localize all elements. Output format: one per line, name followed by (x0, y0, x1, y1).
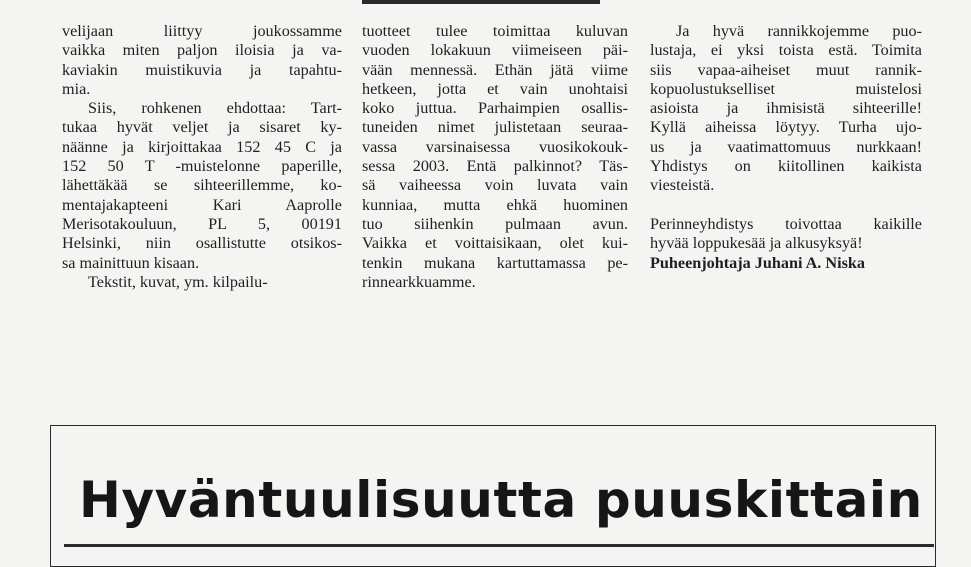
text-line: hyvää loppukesää ja alkusyksyä! (650, 234, 863, 253)
text-line: velijaan liittyy joukossamme (62, 22, 342, 40)
text-line: Yhdistys on kiitollinen kaikista (650, 157, 922, 176)
paragraph (650, 215, 922, 254)
text-line: Ja hyvä rannikkojemme puo- (676, 22, 922, 40)
text-line: tuotteet tulee toimittaa kuluvan (362, 22, 628, 40)
article-column-3 (650, 22, 922, 273)
text-line: Merisotakouluun, PL 5, 00191 (62, 214, 342, 233)
text-line: 152 50 T -muistelonne paperille, (62, 157, 342, 176)
signature: Puheenjohtaja Juhani A. Niska (650, 253, 865, 272)
text-line: vassa varsinaisessa vuosikokouk- (362, 137, 628, 156)
text-line: viesteistä. (650, 176, 715, 195)
paragraph (362, 22, 628, 292)
text-line: Perinneyhdistys toivottaa kaikille (650, 214, 922, 233)
top-rule (362, 0, 600, 4)
paragraph (62, 22, 342, 99)
text-line: lähettäkää se sihteerillemme, ko- (62, 176, 342, 195)
text-line: sa mainittuun kisaan. (62, 253, 200, 272)
text-line: Siis, rohkenen ehdottaa: Tart- (88, 99, 342, 118)
text-line: lustaja, ei yksi toista estä. Toimita (650, 41, 922, 60)
text-line: rinnearkkuamme. (362, 272, 476, 291)
text-line: asioista ja ihmisistä sihteerille! (650, 99, 922, 118)
text-line: kopuolustukselliset muistelosi (650, 79, 922, 98)
text-line: sä vaiheessa voin luvata vain (362, 176, 628, 195)
text-line: Vaikka et voittaisikaan, olet kui- (362, 234, 628, 253)
text-line: kunniaa, mutta ehkä huominen (362, 195, 628, 214)
article-column-2 (362, 22, 628, 292)
text-line: mentajakapteeni Kari Aaprolle (62, 195, 342, 214)
text-line: hetkeen, jotta et vain unohtaisi (362, 79, 628, 98)
text-line: sessa 2003. Entä palkinnot? Täs- (362, 157, 628, 176)
text-line: tuo siihenkin pulmaan avun. (362, 214, 628, 233)
text-line: Tekstit, kuvat, ym. kilpailu- (88, 272, 268, 291)
paragraph (62, 273, 342, 292)
text-line: Helsinki, niin osallistutte otsikos- (62, 234, 342, 253)
text-line: vaikka miten paljon iloisia ja va- (62, 41, 342, 60)
text-line: tenkin mukana kartuttamassa pe- (362, 253, 628, 272)
paragraph (62, 99, 342, 273)
text-line: vään mennessä. Ethän jätä viime (362, 60, 628, 79)
text-line: us ja vaatimattomuus nurkkaan! (650, 137, 922, 156)
text-line: vuoden lokakuun viimeiseen päi- (362, 41, 628, 60)
text-line: Kyllä aiheissa löytyy. Turha ujo- (650, 118, 922, 137)
text-line: tuneiden nimet julistetaan seuraa- (362, 118, 628, 137)
text-line: kaviakin muistikuvia ja tapahtu- (62, 60, 342, 79)
text-line: koko juttua. Parhaimpien osallis- (362, 99, 628, 118)
article-column-1 (62, 22, 342, 292)
next-article-headline: Hyväntuulisuutta puuskittain (79, 471, 923, 529)
text-line: näänne ja kirjoittakaa 152 45 C ja (62, 137, 342, 156)
text-line: siis vapaa-aiheiset muut rannik- (650, 60, 922, 79)
text-line: mia. (62, 79, 91, 98)
paragraph (650, 22, 922, 196)
text-line: tukaa hyvät veljet ja sisaret ky- (62, 118, 342, 137)
